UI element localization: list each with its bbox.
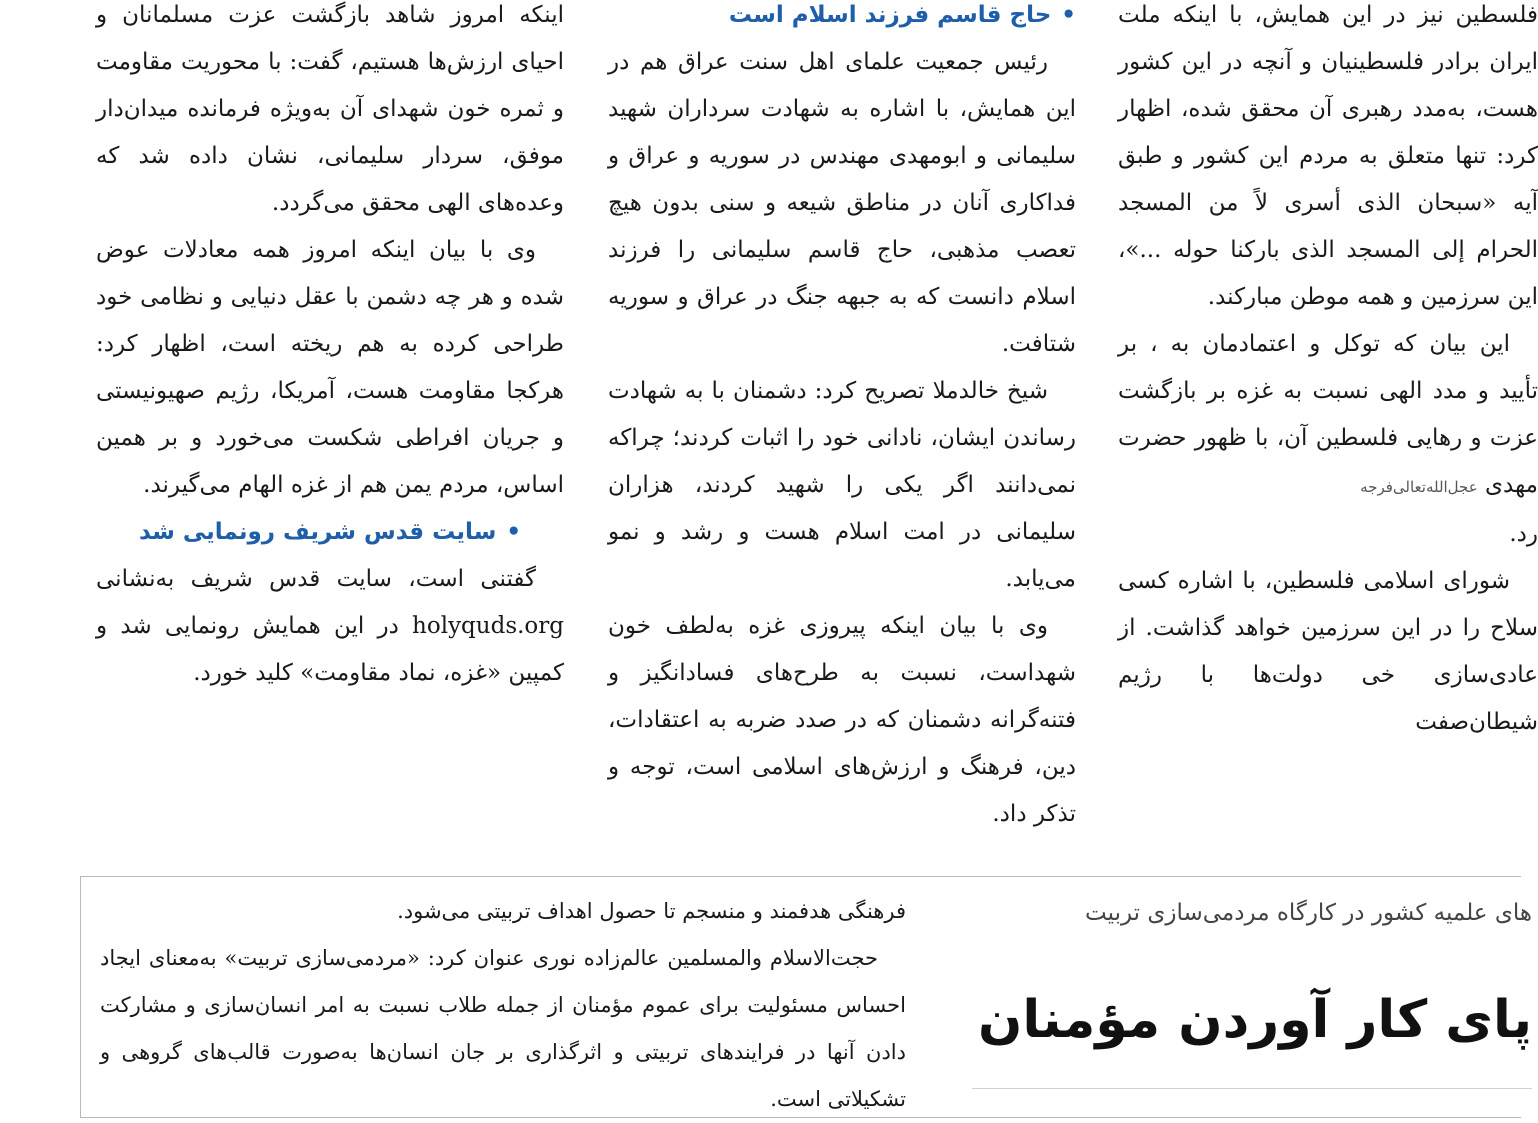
box-headline: پای کار آوردن مؤمنان	[978, 990, 1532, 1050]
section-subhead: •حاج قاسم فرزند اسلام است	[728, 2, 1076, 28]
section-subhead: •سایت قدس شریف رونمایی شد	[138, 519, 522, 545]
column-middle	[608, 0, 1076, 842]
article-paragraph: این بیان که توکل و اعتمادمان به ، بر تأیید و مدد الهی نسبت به غزه بر بازگشت عزت و رهایی فلسطین آن، با ظهور حضرت مهدی عجل‌الله‌تعالی‌فرجه	[1118, 331, 1538, 498]
article-paragraph: حجت‌الاسلام والمسلمین عالم‌زاده نوری عنوان کرد: «مردمی‌سازی تربیت» به‌معنای ایجاد احساس مسئولیت برای عموم مؤمنان از جمله طلاب نسبت به امر انسان‌سازی و مشارکت دادن آنها در فرایندهای تربیتی و اثرگذاری بر جان انسان‌ها به‌صورت قالب‌های گروهی و تشکیلاتی است.	[100, 946, 906, 1111]
article-paragraph: اینکه امروز شاهد بازگشت عزت مسلمانان و احیای ارزش‌ها هستیم، گفت: با محوریت مقاومت و ثمره خون شهدای آن به‌ویژه فرمانده میدان‌دار موفق، سردار سلیمانی، نشان داده شد که وعده‌های الهی محقق می‌گردد.	[96, 2, 564, 216]
article-paragraph: رئیس جمعیت علمای اهل سنت عراق هم در این همایش، با اشاره به شهادت سرداران شهید سلیمانی و ابومهدی مهندس در سوریه و عراق و فداکاری آنان در مناطق شیعه و سنی بدون هیچ تعصب مذهبی، حاج قاسم سلیمانی را فرزند اسلام دانست که به جبهه جنگ در عراق و سوریه شتافت.	[608, 49, 1076, 357]
article-paragraph: وی با بیان اینکه پیروزی غزه به‌لطف خون شهداست، نسبت به طرح‌های فسادانگیز و فتنه‌گرانه دشمنان که در صدد ضربه به اعتقادات، دین، فرهنگ و ارزش‌های اسلامی است، توجه و تذکر داد.	[608, 613, 1076, 827]
article-paragraph: رد.	[1509, 521, 1538, 547]
article-paragraph: فرهنگی هدفمند و منسجم تا حصول اهداف تربیتی می‌شود.	[397, 899, 906, 923]
article-paragraph: گفتنی است، سایت قدس شریف به‌نشانی holyquds.org در این همایش رونمایی شد و کمپین «غزه، نماد مقاومت» کلید خورد.	[96, 566, 564, 686]
bullet-icon: •	[1061, 2, 1076, 28]
divider	[972, 1088, 1532, 1089]
seal-glyph: عجل‌الله‌تعالی‌فرجه	[1360, 478, 1478, 496]
article-paragraph: وی با بیان اینکه امروز همه معادلات عوض شده و هر چه دشمن با عقل دنیایی و نظامی خود طراحی کرده به هم ریخته است، اظهار کرد: هرکجا مقاومت هست، آمریکا، رژیم صهیونیستی و جریان افراطی شکست می‌خورد و بر همین اساس، مردم یمن هم از غزه الهام می‌گیرند.	[96, 237, 564, 498]
column-left	[96, 0, 564, 842]
box-subtitle: های علمیه کشور در کارگاه مردمی‌سازی تربیت	[1085, 900, 1532, 926]
article-paragraph: شیخ خالدملا تصریح کرد: دشمنان با به شهادت رساندن ایشان، نادانی خود را اثبات کردند؛ چراکه نمی‌دانند اگر یکی را شهید کردند، هزاران سلیمانی در امت اسلام هست و رشد و نمو می‌یابد.	[608, 378, 1076, 592]
box-body	[100, 888, 906, 1111]
article-paragraph: فلسطین نیز در این همایش، با اینکه ملت ایران برادر فلسطینیان و آنچه در این کشور هست، به‌مدد رهبری آن محقق شده، اظهار کرد: تنها متعلق به مردم این کشور و طبق آیه «سبحان الذی أسری لاً من المسجد الحرام إلی المسجد الذی بارکنا حوله ...»، این سرزمین و همه موطن مبارکند.	[1118, 2, 1538, 310]
bullet-icon: •	[506, 519, 522, 545]
column-right	[1118, 0, 1538, 842]
article-paragraph: شورای اسلامی فلسطین، با اشاره کسی سلاح را در این سرزمین خواهد گذاشت. از عادی‌سازی خی دولت‌ها با رژیم شیطان‌صفت	[1118, 568, 1538, 735]
